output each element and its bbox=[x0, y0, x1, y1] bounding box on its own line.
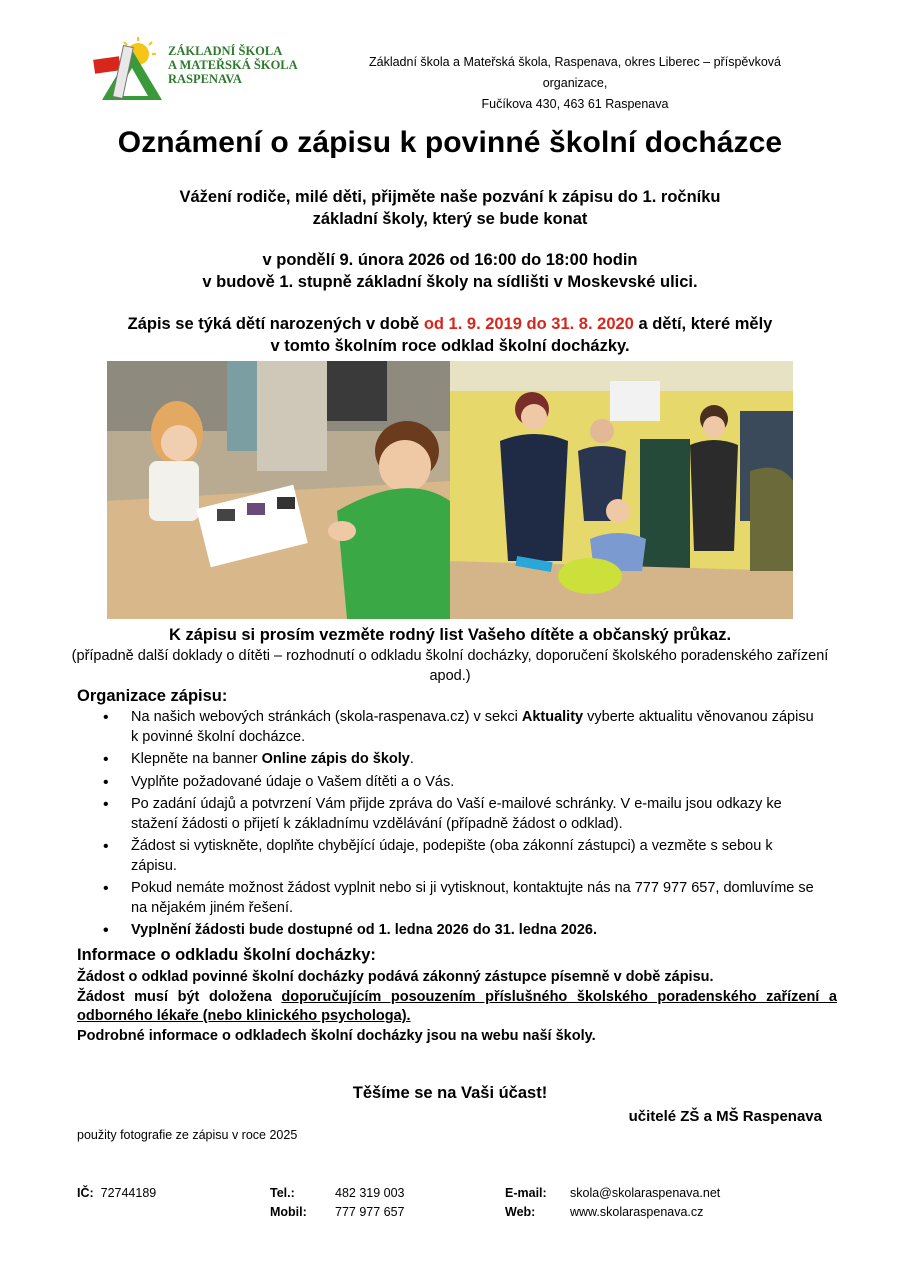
list-item: • Žádost si vytiskněte, doplňte chybějící údaje, podepište (oba zákonní zástupci) a vezměte s sebou k zápisu. bbox=[77, 837, 817, 876]
eligibility-post: a dětí, které měly bbox=[633, 315, 773, 333]
location-line: v budově 1. stupně základní školy na sídlišti v Moskevské ulici. bbox=[202, 273, 698, 291]
eligibility-line-1 bbox=[60, 313, 840, 335]
email-label: E-mail: bbox=[505, 1186, 547, 1200]
intro-text bbox=[60, 186, 840, 230]
logo-line-1: ZÁKLADNÍ ŠKOLA bbox=[168, 44, 283, 58]
ic-value: 72744189 bbox=[100, 1186, 157, 1200]
footer-contact-labels bbox=[505, 1184, 547, 1221]
eligibility-text bbox=[60, 313, 840, 357]
photo-credit: použity fotografie ze zápisu v roce 2025 bbox=[77, 1128, 298, 1142]
date-block bbox=[60, 249, 840, 293]
mobil-value: 777 977 657 bbox=[335, 1204, 405, 1219]
item2-pre: Klepněte na banner bbox=[131, 751, 262, 767]
documents-note bbox=[60, 624, 840, 686]
ic-label: IČ: bbox=[77, 1186, 94, 1200]
list-item: • Vyplnění žádosti bude dostupné od 1. ledna 2026 do 31. ledna 2026. bbox=[77, 921, 817, 941]
list-item bbox=[77, 708, 817, 747]
birth-date-range: od 1. 9. 2019 do 31. 8. 2020 bbox=[423, 315, 634, 333]
enrollment-photo-1 bbox=[107, 361, 450, 619]
list-item: • Pokud nemáte možnost žádost vyplnit nebo si ji vytisknout, kontaktujte nás na 777 977 657, domluvíme se na nějakém jiném řešení. bbox=[77, 879, 817, 918]
list-item: • Vyplňte požadované údaje o Vašem dítěti a o Vás. bbox=[77, 773, 817, 793]
list-item bbox=[77, 750, 817, 770]
postponement-line-1: Žádost o odklad povinné školní docházky podává zákonný zástupce písemně v době zápisu. bbox=[77, 969, 714, 985]
postponement-line-3: Podrobné informace o odkladech školní docházky jsou na webu naší školy. bbox=[77, 1027, 596, 1044]
eligibility-pre: Zápis se týká dětí narozených v době bbox=[127, 315, 424, 333]
intro-line-1: Vážení rodiče, milé děti, přijměte naše pozvání k zápisu do 1. ročníku bbox=[179, 188, 721, 206]
email-link[interactable]: skola@skolaraspenava.net bbox=[570, 1186, 721, 1200]
tel-label: Tel.: bbox=[270, 1186, 295, 1200]
eligibility-line-2: v tomto školním roce odklad školní docházky. bbox=[270, 337, 630, 355]
documents-main: K zápisu si prosím vezměte rodný list Vašeho dítěte a občanský průkaz. bbox=[168, 626, 732, 644]
closing-text: Těšíme se na Vaši účast! bbox=[352, 1084, 548, 1102]
web-label: Web: bbox=[505, 1204, 536, 1219]
footer-ic bbox=[77, 1184, 156, 1203]
footer-contact-values bbox=[570, 1184, 720, 1221]
item1-post: vyberte aktualitu věnovanou zápisu k povinné školní docházce. bbox=[131, 709, 814, 745]
tel-value: 482 319 003 bbox=[335, 1186, 405, 1200]
web-link[interactable]: www.skolaraspenava.cz bbox=[570, 1204, 704, 1219]
school-logo bbox=[92, 36, 302, 104]
postponement-text bbox=[77, 968, 837, 1046]
postponement-line-2 bbox=[77, 988, 837, 1027]
school-logo-icon bbox=[92, 36, 166, 104]
signature: učitelé ZŠ a MŠ Raspenava bbox=[628, 1108, 822, 1125]
school-address bbox=[340, 52, 810, 115]
list-item: • Po zadání údajů a potvrzení Vám přijde zpráva do Vaší e-mailové schránky. V e-mailu jsou odkazy ke stažení žádosti o přijetí k základnímu vzdělávání (případně žádost o odklad). bbox=[77, 795, 817, 834]
postponement-requirement: doporučujícím posouzením příslušného školského poradenského zařízení a odborného lékaře (nebo klinického psychologa). bbox=[77, 988, 837, 1024]
school-address-line: Fučíkova 430, 463 61 Raspenava bbox=[481, 97, 669, 111]
aktuality-label: Aktuality bbox=[521, 709, 584, 725]
logo-line-3: RASPENAVA bbox=[168, 72, 242, 86]
date-line: v pondělí 9. února 2026 od 16:00 do 18:00 hodin bbox=[262, 251, 638, 269]
documents-sub: (případně další doklady o dítěti – rozhodnutí o odkladu školní docházky, doporučení školského poradenského zařízení apod.) bbox=[71, 648, 829, 684]
logo-text bbox=[168, 44, 298, 86]
organization-list bbox=[77, 708, 817, 944]
footer-phone-labels bbox=[270, 1184, 307, 1221]
intro-line-2: základní školy, který se bude konat bbox=[312, 210, 588, 228]
enrollment-photo-2 bbox=[450, 361, 793, 619]
organization-heading: Organizace zápisu: bbox=[77, 687, 228, 705]
postponement-heading: Informace o odkladu školní docházky: bbox=[77, 946, 376, 964]
footer-phone-values bbox=[335, 1184, 405, 1221]
mobil-label: Mobil: bbox=[270, 1204, 307, 1219]
item1-pre: Na našich webových stránkách (skola-raspenava.cz) v sekci bbox=[131, 709, 522, 725]
school-name-line: Základní škola a Mateřská škola, Raspenava, okres Liberec – příspěvková bbox=[368, 55, 781, 69]
page-title: Oznámení o zápisu k povinné školní docházce bbox=[117, 126, 783, 159]
school-org-line: organizace, bbox=[542, 76, 608, 90]
item2-post: . bbox=[409, 751, 414, 767]
postponement-line-2-pre: Žádost musí být doložena bbox=[77, 988, 282, 1005]
logo-line-2: A MATEŘSKÁ ŠKOLA bbox=[168, 58, 298, 72]
online-banner-label: Online zápis do školy bbox=[261, 751, 410, 767]
